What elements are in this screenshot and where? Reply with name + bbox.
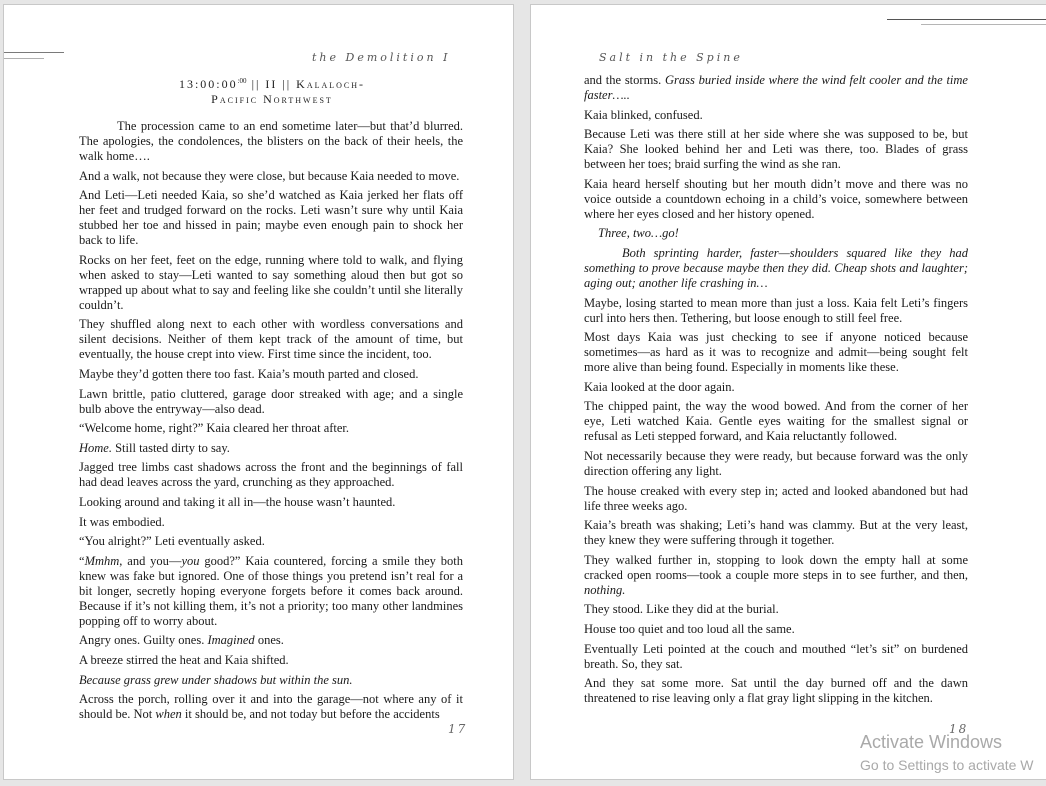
- page-number: 18: [949, 722, 969, 736]
- paragraph: Lawn brittle, patio cluttered, garage door streaked with age; and a single bulb above the entryway—also dead.: [79, 386, 463, 416]
- paragraph: Looking around and taking it all in—the house wasn’t haunted.: [79, 494, 396, 509]
- text-run: and the storms.: [584, 73, 666, 87]
- text-run: , and you—: [119, 553, 182, 568]
- activation-watermark-title: Activate Windows: [860, 732, 1003, 752]
- paragraph: They stood. Like they did at the burial.: [584, 602, 779, 617]
- paragraph: Kaia’s breath was shaking; Leti’s hand was clammy. But at the very least, they knew they were suffering through it together.: [584, 518, 968, 548]
- paragraph: [584, 553, 968, 598]
- paragraph: [79, 692, 463, 722]
- chapter-time: 13:00:00: [178, 77, 238, 91]
- text-run: Across the porch, rolling over it and into the garage—not where any of it should be. Not: [79, 692, 463, 722]
- chapter-time-seconds: :00: [237, 77, 247, 85]
- emphasis: nothing.: [584, 582, 626, 597]
- decorative-rule: [921, 24, 1046, 25]
- paragraph: Kaia blinked, confused.: [584, 107, 703, 122]
- chapter-region: Pacific Northwest: [211, 92, 333, 106]
- decorative-rule: [4, 58, 44, 59]
- page-number: 17: [448, 722, 468, 736]
- emphasis: Grass buried inside where the wind felt cooler and the time faster…..: [584, 73, 968, 102]
- paragraph: They shuffled along next to each other with wordless conversations and silent decisions. Neither of them kept track of the amount of time, but eventually, the house crept into view. First time since the incident, too.: [79, 317, 463, 362]
- emphasis: when: [155, 707, 182, 722]
- paragraph: Three, two…go!: [598, 226, 679, 241]
- paragraph: House too quiet and too loud all the same.: [584, 621, 795, 636]
- paragraph: Kaia looked at the door again.: [584, 379, 735, 394]
- emphasis: Imagined: [207, 633, 255, 648]
- emphasis: you: [181, 553, 200, 568]
- body-text: [584, 73, 968, 711]
- text-run: it should be, and not today but before the accidents: [181, 707, 440, 722]
- paragraph: Both sprinting harder, faster—shoulders squared like they had something to prove because maybe then they did. Cheap shots and laughter; aging out; another life crashing in…: [584, 245, 968, 290]
- paragraph: “You alright?” Leti eventually asked.: [79, 534, 265, 549]
- text-run: good?” Kaia countered, forcing a smile they both knew was fake but ignored. One of those things you pretend isn’t real for a bit longer, secretly hoping everyone forgets before it comes back around. Because if it’s not killing them, it’s not a priority; too many other landmines popping off to worry about.: [79, 553, 463, 628]
- paragraph: The chipped paint, the way the wood bowed. And from the corner of her eye, Leti watched Kaia. Gentle eyes waiting for the smallest signal or refusal as Leti stepped forward, and Kaia reluctantly followed.: [584, 399, 968, 444]
- body-text: [79, 119, 463, 727]
- text-run: They walked further in, stopping to look down the empty hall at some cracked open rooms—took a couple more steps in to see further, and then,: [584, 552, 968, 582]
- decorative-rule: [4, 52, 64, 53]
- paragraph: Eventually Leti pointed at the couch and mouthed “let’s sit” on burdened breath. So, they sat.: [584, 641, 968, 671]
- text-run: Still tasted dirty to say.: [111, 440, 230, 455]
- paragraph: [79, 633, 463, 648]
- paragraph: [584, 73, 968, 103]
- paragraph: And they sat some more. Sat until the day burned off and the dawn threatened to rise leaving only a flat gray light slipping in the kitchen.: [584, 676, 968, 706]
- paragraph: It was embodied.: [79, 514, 165, 529]
- paragraph: Rocks on her feet, feet on the edge, running where told to walk, and flying when asked to stay—Leti wanted to say something aloud then but got so wrapped up about what to say and feeling like she couldn’t until she literally couldn’t.: [79, 252, 463, 312]
- text-run: “: [79, 553, 85, 568]
- text-run: ones.: [254, 633, 284, 648]
- right-page: [530, 4, 1046, 780]
- running-header: the Demolition I: [312, 51, 451, 64]
- chapter-heading: [80, 74, 464, 107]
- left-page: [3, 4, 514, 780]
- paragraph: And a walk, not because they were close, but because Kaia needed to move.: [79, 168, 460, 183]
- running-header: Salt in the Spine: [599, 51, 743, 64]
- emphasis: Mmhm: [84, 553, 120, 568]
- paragraph: Not necessarily because they were ready, but because forward was the only direction offering any light.: [584, 448, 968, 478]
- paragraph: [79, 554, 463, 629]
- paragraph: And Leti—Leti needed Kaia, so she’d watched as Kaia jerked her flats off her feet and trudged forward on the rocks. Leti wasn’t sure why until Kaia stubbed her toe and hissed in pain; maybe even enough pain to shock her back to life.: [79, 188, 463, 248]
- decorative-rule: [887, 19, 1046, 20]
- paragraph: Maybe they’d gotten there too fast. Kaia’s mouth parted and closed.: [79, 366, 419, 381]
- paragraph: [79, 441, 463, 456]
- activation-watermark-subtitle: Go to Settings to activate W: [860, 757, 1034, 773]
- paragraph: Because grass grew under shadows but within the sun.: [79, 672, 353, 687]
- chapter-location: || II || Kalaloch-: [246, 77, 366, 91]
- paragraph: The procession came to an end sometime later—but that’d blurred. The apologies, the condolences, the blisters on the back of their heels, the walk home….: [79, 119, 463, 163]
- paragraph: Maybe, losing started to mean more than just a loss. Kaia felt Leti’s fingers curl into hers then. Tethering, but loose enough to still feel free.: [584, 295, 968, 325]
- paragraph: “Welcome home, right?” Kaia cleared her throat after.: [79, 421, 350, 436]
- paragraph: A breeze stirred the heat and Kaia shifted.: [79, 652, 289, 667]
- text-run: Angry ones. Guilty ones.: [79, 633, 208, 648]
- emphasis: Home.: [79, 440, 112, 455]
- paragraph: Most days Kaia was just checking to see if anyone noticed because sometimes—as hard as it was to recognize and admit—being sought felt more alive than being found. Especially in moments like these.: [584, 330, 968, 375]
- paragraph: Kaia heard herself shouting but her mouth didn’t move and there was no voice outside a countdown echoing in a child’s voice, somewhere between where her eyes closed and her history opened.: [584, 176, 968, 221]
- paragraph: Because Leti was there still at her side where she was supposed to be, but Kaia? She looked behind her and Leti was there, too. Blades of grass between her toes; braid surfing the wind as she ran.: [584, 127, 968, 172]
- paragraph: Jagged tree limbs cast shadows across the front and the beginnings of fall had dead leaves across the yard, crunching as they approached.: [79, 460, 463, 490]
- paragraph: The house creaked with every step in; acted and looked abandoned but had life three weeks ago.: [584, 483, 968, 513]
